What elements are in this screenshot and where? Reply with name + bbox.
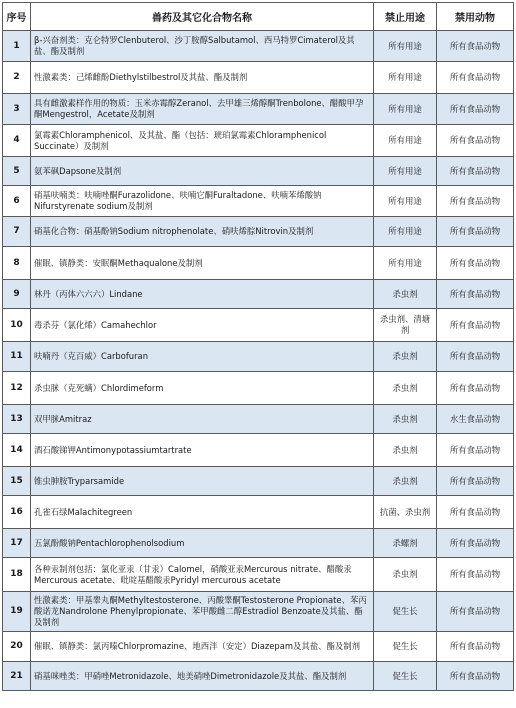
row-animals: 所有食品动物 bbox=[437, 62, 514, 94]
table-row bbox=[3, 467, 514, 496]
table-row bbox=[3, 496, 514, 529]
row-name: 锥虫胂胺Tryparsamide bbox=[31, 467, 374, 496]
row-number: 8 bbox=[3, 247, 31, 280]
row-animals: 所有食品动物 bbox=[437, 632, 514, 662]
row-number: 2 bbox=[3, 62, 31, 94]
row-use: 杀虫剂 bbox=[374, 467, 437, 496]
row-number: 17 bbox=[3, 529, 31, 558]
row-name: 催眠、镇静类：氯丙嗪Chlorpromazine、地西泮（安定）Diazepam及其盐、酯及制剂 bbox=[31, 632, 374, 662]
row-use: 杀虫剂 bbox=[374, 434, 437, 467]
row-name: 各种汞制剂包括：氯化亚汞（甘汞）Calomel，硝酸亚汞Mercurous nitrate、醋酸汞Mercurous acetate、吡啶基醋酸汞Pyridyl mercurous acetate bbox=[31, 558, 374, 592]
row-animals: 所有食品动物 bbox=[437, 558, 514, 592]
row-animals: 所有食品动物 bbox=[437, 247, 514, 280]
row-number: 13 bbox=[3, 405, 31, 434]
row-animals: 所有食品动物 bbox=[437, 592, 514, 632]
table-row bbox=[3, 217, 514, 247]
row-name: 双甲脒Amitraz bbox=[31, 405, 374, 434]
row-name: 杀虫脒（克死螨）Chlordimeform bbox=[31, 372, 374, 405]
row-number: 9 bbox=[3, 280, 31, 309]
row-name: 孔雀石绿Malachitegreen bbox=[31, 496, 374, 529]
row-number: 1 bbox=[3, 31, 31, 62]
row-name: 硝基咪唑类：甲硝唑Metronidazole、地美硝唑Dimetronidazole及其盐、酯及制剂 bbox=[31, 662, 374, 691]
row-use: 抗菌、杀虫剂 bbox=[374, 496, 437, 529]
row-number: 10 bbox=[3, 309, 31, 342]
table-row bbox=[3, 309, 514, 342]
row-name: 催眠、镇静类：安眠酮Methaqualone及制剂 bbox=[31, 247, 374, 280]
row-animals: 所有食品动物 bbox=[437, 94, 514, 125]
table-row bbox=[3, 157, 514, 186]
table-row bbox=[3, 529, 514, 558]
row-use: 杀虫剂 bbox=[374, 280, 437, 309]
row-animals: 所有食品动物 bbox=[437, 467, 514, 496]
row-number: 21 bbox=[3, 662, 31, 691]
row-number: 14 bbox=[3, 434, 31, 467]
row-use: 杀虫剂、清塘剂 bbox=[374, 309, 437, 342]
row-use: 所有用途 bbox=[374, 62, 437, 94]
row-name: 酒石酸锑钾Antimonypotassiumtartrate bbox=[31, 434, 374, 467]
row-name: 氨苯砜Dapsone及制剂 bbox=[31, 157, 374, 186]
row-use: 杀虫剂 bbox=[374, 342, 437, 372]
row-name: 性激素类：甲基睾丸酮Methyltestosterone、丙酸睾酮Testosterone Propionate、苯丙酸诺龙Nandrolone Phenylpropionate、苯甲酸雌二醇Estradiol Benzoate及其盐、酯及制剂 bbox=[31, 592, 374, 632]
row-number: 19 bbox=[3, 592, 31, 632]
table-row bbox=[3, 125, 514, 157]
prohibited-drugs-table-container bbox=[2, 2, 513, 691]
row-animals: 所有食品动物 bbox=[437, 31, 514, 62]
row-animals: 所有食品动物 bbox=[437, 434, 514, 467]
row-name: β-兴奋剂类：克仑特罗Clenbuterol、沙丁胺醇Salbutamol、西马特罗Cimaterol及其盐、酯及制剂 bbox=[31, 31, 374, 62]
row-number: 3 bbox=[3, 94, 31, 125]
table-row bbox=[3, 405, 514, 434]
row-number: 5 bbox=[3, 157, 31, 186]
table-row bbox=[3, 186, 514, 217]
row-number: 11 bbox=[3, 342, 31, 372]
row-name: 氯霉素Chloramphenicol、及其盐、酯（包括：琥珀氯霉素Chloramphenicol Succinate）及制剂 bbox=[31, 125, 374, 157]
row-animals: 所有食品动物 bbox=[437, 125, 514, 157]
row-animals: 所有食品动物 bbox=[437, 157, 514, 186]
row-name: 呋喃丹（克百威）Carbofuran bbox=[31, 342, 374, 372]
row-name: 硝基化合物：硝基酚钠Sodium nitrophenolate、硝呋烯腙Nitrovin及制剂 bbox=[31, 217, 374, 247]
row-animals: 所有食品动物 bbox=[437, 662, 514, 691]
row-animals: 水生食品动物 bbox=[437, 405, 514, 434]
table-row bbox=[3, 342, 514, 372]
row-number: 20 bbox=[3, 632, 31, 662]
header-animals: 禁用动物 bbox=[437, 3, 514, 31]
row-name: 具有雌激素样作用的物质：玉米赤霉醇Zeranol、去甲雄三烯醇酮Trenbolone、醋酸甲孕酮Mengestrol，Acetate及制剂 bbox=[31, 94, 374, 125]
row-use: 杀虫剂 bbox=[374, 372, 437, 405]
row-use: 杀虫剂 bbox=[374, 405, 437, 434]
row-name: 五氯酚酸钠Pentachlorophenolsodium bbox=[31, 529, 374, 558]
table-row bbox=[3, 372, 514, 405]
row-animals: 所有食品动物 bbox=[437, 280, 514, 309]
row-number: 6 bbox=[3, 186, 31, 217]
table-row bbox=[3, 31, 514, 62]
row-use: 促生长 bbox=[374, 592, 437, 632]
row-number: 15 bbox=[3, 467, 31, 496]
prohibited-drugs-table bbox=[2, 2, 514, 691]
table-row bbox=[3, 94, 514, 125]
row-animals: 所有食品动物 bbox=[437, 186, 514, 217]
row-number: 16 bbox=[3, 496, 31, 529]
row-animals: 所有食品动物 bbox=[437, 342, 514, 372]
header-use: 禁止用途 bbox=[374, 3, 437, 31]
row-name: 硝基呋喃类：呋喃唑酮Furazolidone、呋喃它酮Furaltadone、呋喃苯烯酸钠Nifurstyrenate sodium及制剂 bbox=[31, 186, 374, 217]
row-use: 促生长 bbox=[374, 632, 437, 662]
table-header-row bbox=[3, 3, 514, 31]
row-use: 促生长 bbox=[374, 662, 437, 691]
row-animals: 所有食品动物 bbox=[437, 309, 514, 342]
row-animals: 所有食品动物 bbox=[437, 496, 514, 529]
table-row bbox=[3, 592, 514, 632]
table-row bbox=[3, 247, 514, 280]
row-use: 所有用途 bbox=[374, 217, 437, 247]
row-use: 杀虫剂 bbox=[374, 558, 437, 592]
header-number: 序号 bbox=[3, 3, 31, 31]
row-use: 所有用途 bbox=[374, 94, 437, 125]
table-row bbox=[3, 280, 514, 309]
row-animals: 所有食品动物 bbox=[437, 372, 514, 405]
table-row bbox=[3, 434, 514, 467]
header-name: 兽药及其它化合物名称 bbox=[31, 3, 374, 31]
row-use: 所有用途 bbox=[374, 186, 437, 217]
row-number: 7 bbox=[3, 217, 31, 247]
row-name: 毒杀芬（氯化烯）Camahechlor bbox=[31, 309, 374, 342]
row-use: 杀螺剂 bbox=[374, 529, 437, 558]
row-animals: 所有食品动物 bbox=[437, 529, 514, 558]
row-number: 12 bbox=[3, 372, 31, 405]
row-use: 所有用途 bbox=[374, 247, 437, 280]
table-row bbox=[3, 662, 514, 691]
row-animals: 所有食品动物 bbox=[437, 217, 514, 247]
row-number: 18 bbox=[3, 558, 31, 592]
table-row bbox=[3, 632, 514, 662]
row-use: 所有用途 bbox=[374, 31, 437, 62]
row-use: 所有用途 bbox=[374, 125, 437, 157]
table-row bbox=[3, 62, 514, 94]
row-name: 林丹（丙体六六六）Lindane bbox=[31, 280, 374, 309]
row-number: 4 bbox=[3, 125, 31, 157]
row-name: 性激素类：己烯雌酚Diethylstilbestrol及其盐、酯及制剂 bbox=[31, 62, 374, 94]
row-use: 所有用途 bbox=[374, 157, 437, 186]
table-row bbox=[3, 558, 514, 592]
